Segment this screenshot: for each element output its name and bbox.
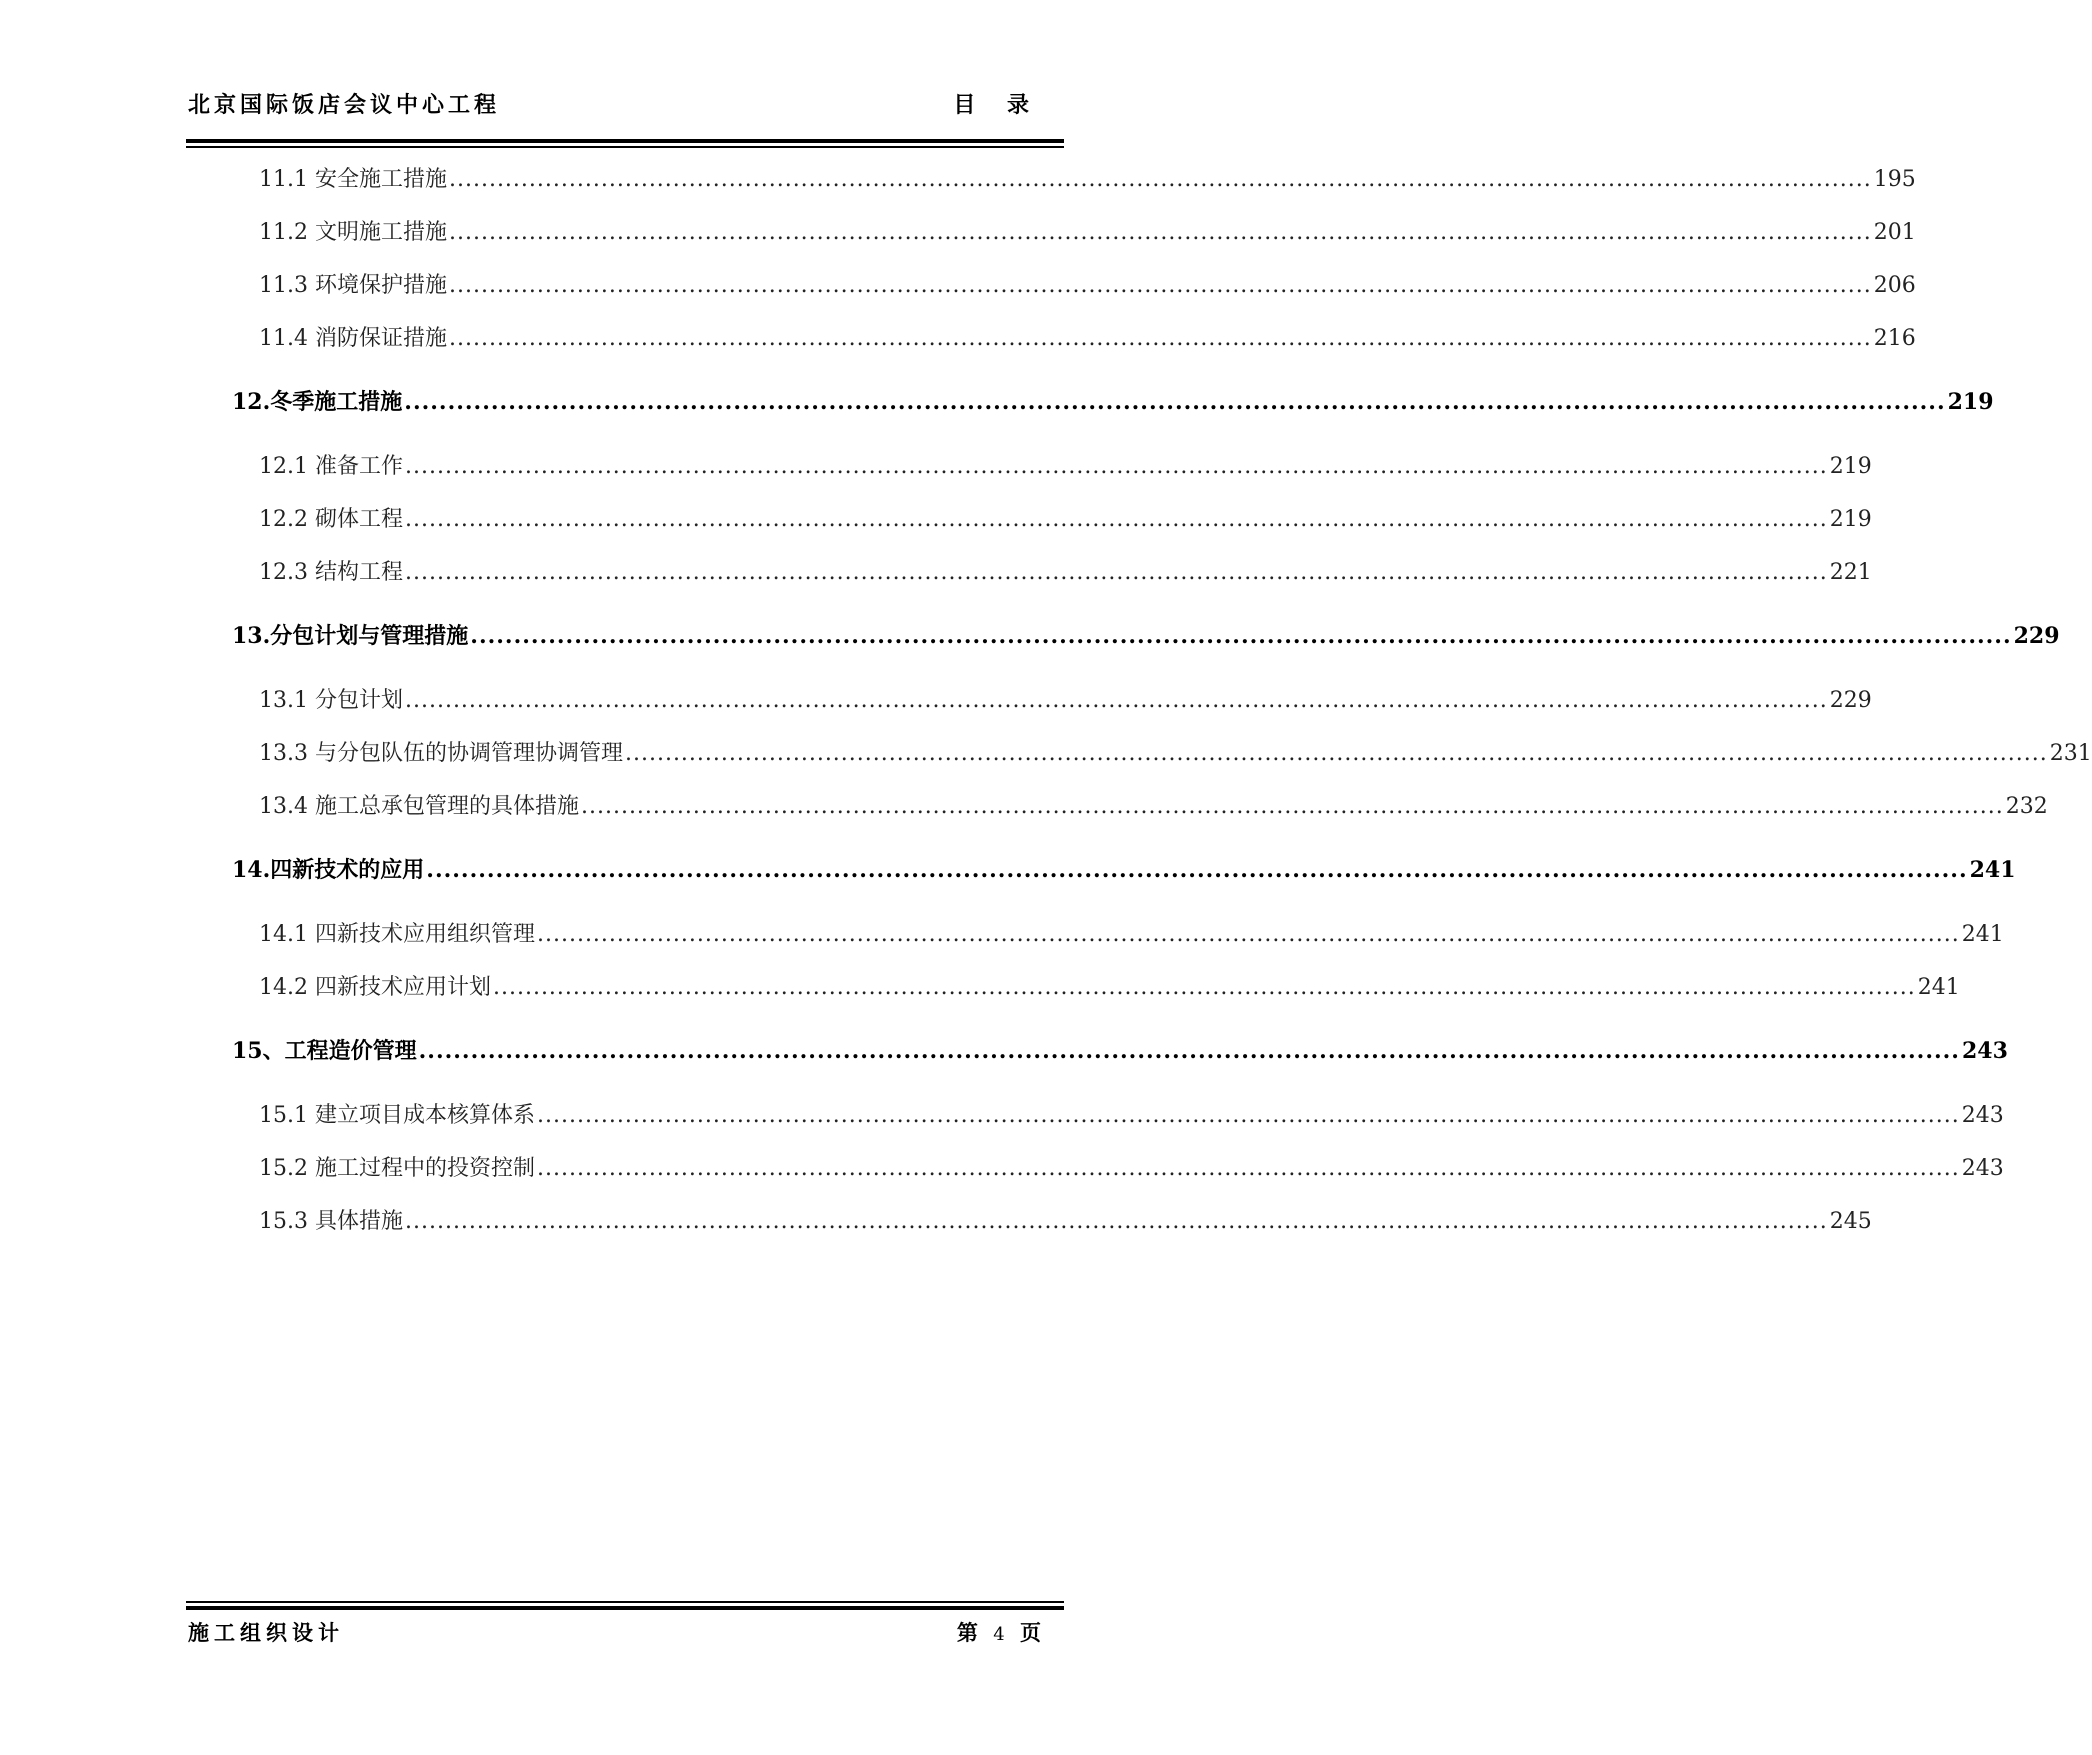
toc-entry-page: 201 <box>1873 220 1916 245</box>
toc-entry-title: 14.2 四新技术应用计划 <box>259 975 491 1000</box>
toc-entry-page: 231 <box>2049 741 2092 766</box>
toc-leader: .................................................................................................................................................................................. <box>404 389 1946 415</box>
toc-entry-page: 195 <box>1873 167 1916 192</box>
toc-chapter-page: 219 <box>1947 389 1994 415</box>
toc-entry-title: 11.4 消防保证措施 <box>259 326 447 351</box>
toc-entry-page: 232 <box>2005 794 2048 819</box>
toc-leader: .................................................................................................................................................................................. <box>448 167 1872 192</box>
toc-chapter[interactable] <box>232 1034 2008 1068</box>
toc-leader: .................................................................................................................................................................................. <box>448 220 1872 245</box>
toc-entry[interactable] <box>259 268 1916 302</box>
footer-document-type: 施工组织设计 <box>188 1621 344 1645</box>
toc-entry-title: 15.2 施工过程中的投资控制 <box>259 1156 535 1181</box>
toc-leader: .................................................................................................................................................................................. <box>448 326 1872 351</box>
toc-leader: .................................................................................................................................................................................. <box>404 454 1828 479</box>
toc-entry-page: 229 <box>1829 688 1872 713</box>
toc-entry[interactable] <box>259 1204 1872 1238</box>
toc-entry-title: 15.3 具体措施 <box>259 1209 403 1234</box>
toc-leader: .................................................................................................................................................................................. <box>418 1038 1960 1064</box>
toc-leader: .................................................................................................................................................................................. <box>404 560 1828 585</box>
toc-entry-page: 245 <box>1829 1209 1872 1234</box>
page-prefix: 第 <box>956 1621 978 1645</box>
toc-leader: .................................................................................................................................................................................. <box>536 922 1960 947</box>
toc-entry[interactable] <box>259 502 1872 536</box>
toc-entry[interactable] <box>259 321 1916 355</box>
toc-entry-title: 14.1 四新技术应用组织管理 <box>259 922 535 947</box>
section-title: 目 录 <box>953 93 1041 118</box>
toc-entry[interactable] <box>259 683 1872 717</box>
toc-leader: .................................................................................................................................................................................. <box>404 1209 1828 1234</box>
toc-leader: .................................................................................................................................................................................. <box>536 1103 1960 1128</box>
toc-entry-page: 241 <box>1917 975 1960 1000</box>
toc-chapter-title: 13.分包计划与管理措施 <box>232 623 469 649</box>
toc-chapter-page: 241 <box>1969 857 2016 883</box>
toc-entry-page: 241 <box>1961 922 2004 947</box>
toc-entry-page: 216 <box>1873 326 1916 351</box>
page-header <box>188 88 1063 118</box>
toc-leader: .................................................................................................................................................................................. <box>536 1156 1960 1181</box>
toc-entry[interactable] <box>259 789 2048 823</box>
toc-entry-title: 13.4 施工总承包管理的具体措施 <box>259 794 579 819</box>
toc-chapter-page: 229 <box>2013 623 2060 649</box>
toc-entry[interactable] <box>259 1098 2004 1132</box>
toc-entry-title: 12.3 结构工程 <box>259 560 403 585</box>
toc-entry[interactable] <box>259 555 1872 589</box>
toc-entry[interactable] <box>259 736 2092 770</box>
toc-entry[interactable] <box>259 215 1916 249</box>
toc-entry-title: 13.3 与分包队伍的协调管理协调管理 <box>259 741 623 766</box>
header-rule <box>186 139 1064 148</box>
toc-chapter[interactable] <box>232 385 1994 419</box>
toc-leader: .................................................................................................................................................................................. <box>404 688 1828 713</box>
toc-chapter-title: 12.冬季施工措施 <box>232 389 403 415</box>
page-number <box>957 1617 1041 1647</box>
toc-entry-title: 11.2 文明施工措施 <box>259 220 447 245</box>
toc-leader: .................................................................................................................................................................................. <box>580 794 2004 819</box>
toc-chapter[interactable] <box>232 853 2016 887</box>
toc-entry[interactable] <box>259 162 1916 196</box>
toc-entry[interactable] <box>259 970 1960 1004</box>
toc-entry[interactable] <box>259 917 2004 951</box>
toc-entry-title: 12.2 砌体工程 <box>259 507 403 532</box>
toc-entry-page: 221 <box>1829 560 1872 585</box>
toc-entry-page: 243 <box>1961 1103 2004 1128</box>
toc-leader: .................................................................................................................................................................................. <box>404 507 1828 532</box>
toc-entry-title: 13.1 分包计划 <box>259 688 403 713</box>
toc-chapter[interactable] <box>232 619 2060 653</box>
toc-leader: .................................................................................................................................................................................. <box>624 741 2048 766</box>
toc-entry-title: 11.1 安全施工措施 <box>259 167 447 192</box>
toc-chapter-page: 243 <box>1961 1038 2008 1064</box>
toc-chapter-title: 15、工程造价管理 <box>232 1038 417 1064</box>
toc-entry-page: 206 <box>1873 273 1916 298</box>
toc-chapter-title: 14.四新技术的应用 <box>232 857 425 883</box>
toc-entry-title: 11.3 环境保护措施 <box>259 273 447 298</box>
toc-entry-page: 219 <box>1829 507 1872 532</box>
footer-rule <box>186 1601 1064 1610</box>
toc-leader: .................................................................................................................................................................................. <box>426 857 1968 883</box>
document-title: 北京国际饭店会议中心工程 <box>188 93 501 118</box>
toc-leader: .................................................................................................................................................................................. <box>448 273 1872 298</box>
page-suffix: 页 <box>1020 1621 1041 1645</box>
toc-entry-page: 243 <box>1961 1156 2004 1181</box>
toc-leader: .................................................................................................................................................................................. <box>492 975 1916 1000</box>
toc-entry-page: 219 <box>1829 454 1872 479</box>
toc-entry[interactable] <box>259 1151 2004 1185</box>
toc-entry[interactable] <box>259 449 1872 483</box>
toc-entry-title: 12.1 准备工作 <box>259 454 403 479</box>
toc-leader: .................................................................................................................................................................................. <box>470 623 2012 649</box>
page-number-value: 4 <box>993 1624 1005 1645</box>
toc-entry-title: 15.1 建立项目成本核算体系 <box>259 1103 535 1128</box>
page-footer <box>188 1617 1063 1647</box>
